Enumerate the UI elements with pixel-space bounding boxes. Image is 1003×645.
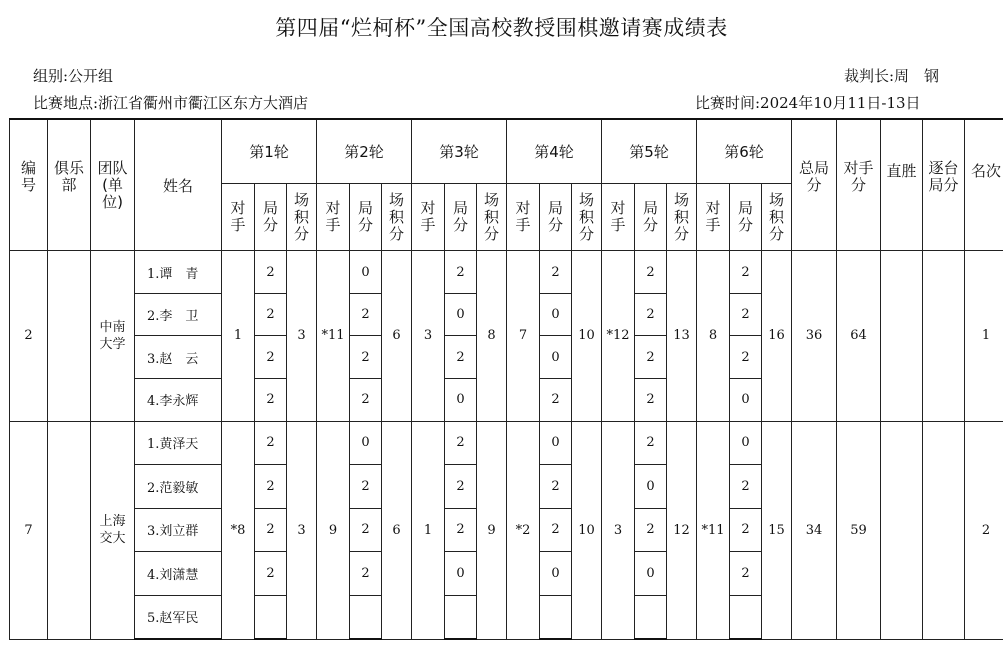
player-name: 4.刘潇慧 [135,552,222,596]
player-game-score: 0 [635,465,667,509]
header-team: 团队 (单 位) [91,119,135,251]
header-direct: 直胜 [881,119,923,251]
player-name: 2.范毅敏 [135,465,222,509]
player-game-score: 2 [635,421,667,465]
player-name: 2.李 卫 [135,293,222,336]
player-game-score: 0 [445,552,477,596]
player-game-score: 2 [540,251,572,294]
round-match-score: 6 [382,421,412,639]
player-game-score: 2 [730,465,762,509]
player-game-score: 0 [730,421,762,465]
player-game-score: 2 [445,251,477,294]
header-match-score: 场 积 分 [287,184,317,251]
player-game-score: 0 [540,552,572,596]
header-opp-score: 对手 分 [837,119,881,251]
team-club [48,251,91,421]
player-name: 5.赵军民 [135,595,222,639]
round-opponent: *2 [507,421,540,639]
player-game-score: 2 [635,336,667,379]
player-game-score: 2 [540,465,572,509]
player-game-score: 2 [350,336,382,379]
player-game-score: 0 [540,293,572,336]
total-game-score: 36 [792,251,837,421]
header-round-5: 第5轮 [602,119,697,184]
total-game-score: 34 [792,421,837,639]
player-game-score: 2 [635,293,667,336]
team-no: 7 [10,421,48,639]
header-match-score: 场 积 分 [572,184,602,251]
venue-label: 比赛地点:浙江省衢州市衢江区东方大酒店 [33,94,309,112]
player-name: 4.李永辉 [135,378,222,421]
round-match-score: 3 [287,421,317,639]
board-score [923,251,965,421]
player-game-score: 2 [350,293,382,336]
header-opponent: 对 手 [602,184,635,251]
round-match-score: 13 [667,251,697,421]
team-no: 2 [10,251,48,421]
header-opponent: 对 手 [412,184,445,251]
player-name: 1.谭 青 [135,251,222,294]
table-row [10,251,1003,294]
round-opponent: *8 [222,421,255,639]
opponent-score: 64 [837,251,881,421]
player-game-score [445,595,477,639]
player-game-score: 0 [730,378,762,421]
header-match-score: 场 积 分 [477,184,507,251]
player-name: 1.黄泽天 [135,421,222,465]
player-game-score [635,595,667,639]
round-opponent: 3 [412,251,445,421]
round-opponent: 1 [222,251,255,421]
player-game-score: 2 [635,378,667,421]
player-game-score: 2 [730,552,762,596]
table-row [10,421,1003,465]
board-score [923,421,965,639]
header-opponent: 对 手 [222,184,255,251]
player-game-score: 2 [730,293,762,336]
round-opponent: *11 [317,251,350,421]
direct-win [881,251,923,421]
round-opponent: 9 [317,421,350,639]
player-game-score [540,595,572,639]
header-round-3: 第3轮 [412,119,507,184]
player-game-score: 2 [730,336,762,379]
player-game-score: 2 [540,508,572,552]
player-game-score: 0 [445,378,477,421]
header-round-1: 第1轮 [222,119,317,184]
player-game-score: 2 [635,251,667,294]
round-opponent: 3 [602,421,635,639]
score-table [9,118,1003,640]
page-title: 第四届“烂柯杯”全国高校教授围棋邀请赛成绩表 [275,16,728,40]
player-name: 3.赵 云 [135,336,222,379]
header-game-score: 局 分 [635,184,667,251]
round-opponent: 1 [412,421,445,639]
player-game-score: 0 [540,421,572,465]
player-game-score [730,595,762,639]
player-game-score: 0 [540,336,572,379]
player-game-score: 2 [350,508,382,552]
chief-referee-label: 裁判长:周 钢 [844,67,940,85]
player-game-score [255,595,287,639]
direct-win [881,421,923,639]
round-opponent: *12 [602,251,635,421]
player-game-score: 2 [255,293,287,336]
header-rank: 名次 [965,119,1003,251]
header-game-score: 局 分 [730,184,762,251]
round-opponent: *11 [697,421,730,639]
player-game-score: 0 [445,293,477,336]
header-match-score: 场 积 分 [382,184,412,251]
player-game-score: 2 [350,552,382,596]
player-game-score: 2 [255,508,287,552]
player-game-score: 2 [255,336,287,379]
player-game-score: 2 [350,465,382,509]
player-game-score: 2 [635,508,667,552]
player-game-score: 2 [255,552,287,596]
rank: 2 [965,421,1003,639]
header-round-6: 第6轮 [697,119,792,184]
header-board: 逐台 局分 [923,119,965,251]
group-label: 组别:公开组 [33,67,114,85]
header-game-score: 局 分 [255,184,287,251]
player-game-score: 0 [635,552,667,596]
player-game-score: 2 [445,465,477,509]
header-opponent: 对 手 [507,184,540,251]
player-game-score: 2 [255,465,287,509]
player-game-score: 2 [350,378,382,421]
player-game-score: 2 [445,336,477,379]
round-match-score: 15 [762,421,792,639]
header-game-score: 局 分 [445,184,477,251]
header-club: 俱乐 部 [48,119,91,251]
player-game-score: 2 [730,508,762,552]
player-game-score: 2 [255,251,287,294]
player-name: 3.刘立群 [135,508,222,552]
round-match-score: 6 [382,251,412,421]
round-opponent: 8 [697,251,730,421]
team-name: 上海 交大 [91,421,135,639]
opponent-score: 59 [837,421,881,639]
round-match-score: 10 [572,251,602,421]
player-game-score: 2 [730,251,762,294]
header-opponent: 对 手 [697,184,730,251]
time-label: 比赛时间:2024年10月11日-13日 [695,94,921,112]
player-game-score: 2 [255,421,287,465]
player-game-score: 2 [255,378,287,421]
header-game-score: 局 分 [350,184,382,251]
player-game-score: 2 [445,421,477,465]
player-game-score [350,595,382,639]
team-club [48,421,91,639]
header-match-score: 场 积 分 [762,184,792,251]
team-name: 中南 大学 [91,251,135,421]
round-match-score: 10 [572,421,602,639]
player-game-score: 2 [445,508,477,552]
round-opponent: 7 [507,251,540,421]
rank: 1 [965,251,1003,421]
header-no: 编 号 [10,119,48,251]
header-round-2: 第2轮 [317,119,412,184]
player-game-score: 2 [540,378,572,421]
round-match-score: 8 [477,251,507,421]
round-match-score: 12 [667,421,697,639]
player-game-score: 0 [350,251,382,294]
round-match-score: 3 [287,251,317,421]
header-match-score: 场 积 分 [667,184,697,251]
header-round-4: 第4轮 [507,119,602,184]
header-game-score: 局 分 [540,184,572,251]
round-match-score: 9 [477,421,507,639]
header-total: 总局 分 [792,119,837,251]
player-game-score: 0 [350,421,382,465]
header-opponent: 对 手 [317,184,350,251]
round-match-score: 16 [762,251,792,421]
header-name: 姓名 [135,119,222,251]
